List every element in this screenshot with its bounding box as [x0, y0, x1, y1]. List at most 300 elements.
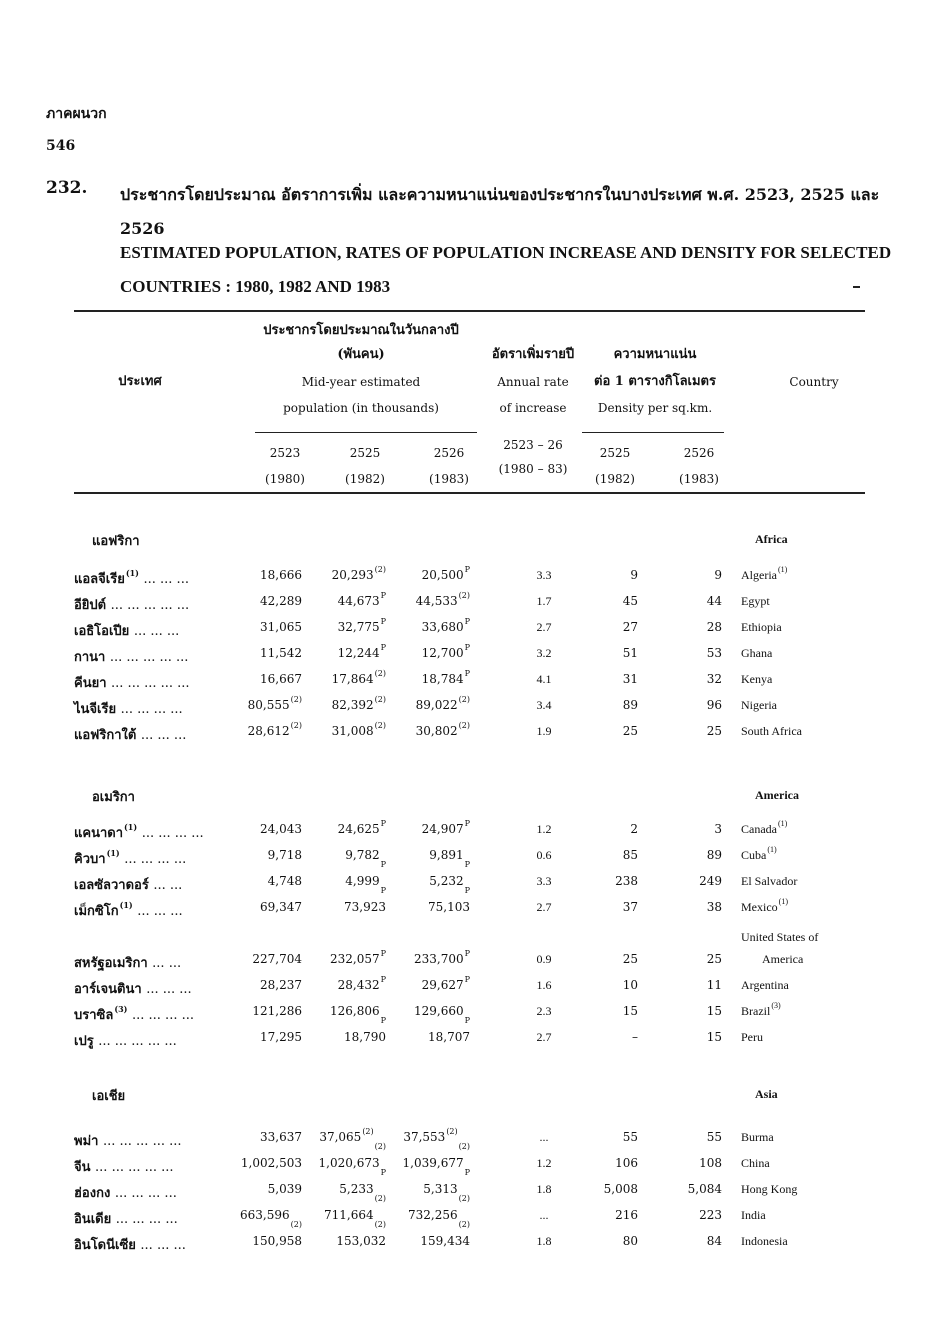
density-1983: 89: [706, 848, 722, 862]
country-thai-label: สหรัฐอเมริกา: [74, 956, 148, 971]
population-1982-value: 32,775: [337, 620, 380, 634]
col-header-year-1: 2523: [269, 446, 301, 460]
population-1980: [222, 978, 302, 992]
table-row: [0, 643, 941, 668]
country-english-label: Egypt: [741, 594, 770, 608]
footnote-marker: (2): [458, 591, 470, 600]
footnote-marker: P: [380, 819, 386, 828]
country-thai-label: อินเดีย: [74, 1212, 112, 1227]
country-thai-label: แคนาดา: [74, 826, 124, 841]
population-1983-value: 89,022: [415, 698, 458, 712]
population-1982: [304, 643, 386, 660]
population-1982-value: 5,233: [339, 1182, 374, 1196]
footnote-marker: (1): [119, 900, 133, 910]
footnote-marker: (2): [374, 565, 386, 574]
footnote-marker: (2): [374, 1142, 386, 1151]
population-1980: [222, 1208, 302, 1229]
leader-dots: ... ... ... ... ...: [95, 1160, 174, 1175]
density-1982: 31: [622, 672, 638, 686]
population-1982-value: 24,625: [337, 822, 380, 836]
country-name-english: [741, 724, 802, 739]
footnote-marker: P: [464, 1016, 470, 1025]
population-1983-value: 9,891: [429, 848, 464, 862]
country-thai-label: ไนจีเรีย: [74, 702, 117, 717]
population-1983: [390, 695, 470, 712]
country-thai-label: กานา: [74, 650, 106, 665]
table-row: [0, 617, 941, 642]
population-1982: [304, 1234, 386, 1248]
footnote-marker: P: [464, 819, 470, 828]
density-1982: 25: [622, 724, 638, 738]
density-1982: 238: [615, 874, 638, 888]
population-1983: [390, 669, 470, 686]
population-1983-value: 20,500: [421, 568, 464, 582]
table-row: [0, 1001, 941, 1026]
population-1983: [390, 721, 470, 738]
country-name-english: [741, 1234, 788, 1249]
density-1982: 25: [622, 952, 638, 966]
population-1983-value: 33,680: [421, 620, 464, 634]
footnote-marker: P: [380, 975, 386, 984]
population-1983: [390, 1127, 470, 1151]
footnote-marker: (1): [124, 822, 138, 832]
footnote-marker: P: [464, 617, 470, 626]
density-1983: 9: [714, 568, 722, 582]
population-1983-value: 75,103: [428, 900, 470, 914]
population-1983: [390, 874, 470, 895]
population-1983: [390, 1004, 470, 1025]
country-thai-label: แอลจีเรีย: [74, 572, 125, 587]
population-1982-value: 28,432: [337, 978, 380, 992]
country-name-english: [741, 874, 797, 889]
population-1983: [390, 1208, 470, 1229]
country-name-english: [741, 594, 770, 609]
country-thai-label: เอธิโอเปีย: [74, 624, 130, 639]
footnote-marker: (2): [362, 1127, 374, 1136]
leader-dots: ... ... ... ... ...: [111, 676, 190, 691]
leader-dots: ... ... ...: [140, 1238, 186, 1253]
footnote-marker: (2): [374, 721, 386, 730]
density-1982: 106: [615, 1156, 638, 1170]
annual-rate: 3.4: [536, 698, 552, 712]
population-1982: [304, 721, 386, 738]
population-1982-value: 232,057: [329, 952, 380, 966]
footnote-marker: P: [464, 860, 470, 869]
population-1982-value: 12,244: [337, 646, 380, 660]
country-name-thai: [74, 594, 189, 615]
population-1980: [222, 848, 302, 862]
density-1983: 108: [699, 1156, 722, 1170]
footnote-marker: (2): [458, 721, 470, 730]
country-english-label: Indonesia: [741, 1234, 788, 1248]
leader-dots: ... ... ... ... ...: [109, 650, 189, 665]
country-name-thai: [74, 1030, 177, 1051]
table-row: [0, 1208, 941, 1230]
col-header-rate-period-ce: (1980 – 83): [498, 462, 568, 476]
country-thai-label: บราซิล: [74, 1008, 114, 1023]
leader-dots: ... ... ... ...: [141, 826, 204, 841]
population-1983-value: 18,784: [421, 672, 464, 686]
density-1982: 89: [622, 698, 638, 712]
annual-rate: 1.7: [536, 594, 552, 608]
country-name-english: [741, 1001, 781, 1019]
population-1982-value: 31,008: [331, 724, 374, 738]
density-1983: 3: [714, 822, 722, 836]
density-1982: 45: [622, 594, 638, 608]
col-header-country-th: ประเทศ: [118, 374, 162, 389]
footnote-marker: P: [464, 949, 470, 958]
footnote-marker: P: [464, 565, 470, 574]
col-header-density-year-1-ce: (1982): [595, 472, 635, 486]
leader-dots: ... ... ... ...: [124, 852, 187, 867]
population-1982: [304, 591, 386, 608]
country-name-english: [741, 897, 788, 915]
population-1983-value: 5,313: [423, 1182, 458, 1196]
population-1980-value: 11,542: [260, 646, 302, 660]
country-name-english: [741, 1030, 763, 1045]
country-thai-label: ฮ่องกง: [74, 1186, 111, 1201]
country-english-label: El Salvador: [741, 874, 798, 888]
annual-rate: ...: [539, 1130, 549, 1144]
population-1980-value: 69,347: [260, 900, 302, 914]
col-header-pop-th1: ประชากรโดยประมาณในวันกลางปี: [263, 323, 459, 338]
density-1982: 216: [615, 1208, 638, 1222]
footnote-marker: P: [380, 949, 386, 958]
annual-rate: 0.6: [536, 848, 552, 862]
annual-rate: 2.3: [536, 1004, 552, 1018]
country-name-thai: [74, 952, 181, 973]
population-1983-value: 159,434: [420, 1234, 470, 1248]
population-1982: [304, 900, 386, 914]
us-country-line1: United States of: [741, 930, 819, 944]
country-name-thai: [74, 568, 189, 589]
table-title-thai: ประชากรโดยประมาณ อัตราการเพิ่ม และความหนาแน่นของประชากรในบางประเทศ พ.ศ. 2523, 2525 และ 2526: [120, 185, 880, 238]
table-number: 232.: [46, 178, 88, 198]
population-1983: [390, 565, 470, 582]
leader-dots: ... ...: [152, 956, 182, 971]
country-name-english: [741, 672, 772, 687]
leader-dots: ... ... ... ... ...: [98, 1034, 177, 1049]
country-english-label: Mexico: [741, 900, 778, 914]
section-heading-thai: อเมริกา: [92, 790, 135, 805]
population-1982: [304, 695, 386, 712]
table-row: [0, 874, 941, 896]
country-thai-label: เอลซัลวาดอร์: [74, 878, 149, 893]
density-1983: 11: [706, 978, 722, 992]
table-row: [0, 897, 941, 922]
table-row: [0, 845, 941, 870]
country-english-label: India: [741, 1208, 766, 1222]
density-1982: 9: [630, 568, 638, 582]
country-name-english: [741, 565, 788, 583]
population-1982-value: 20,293: [331, 568, 374, 582]
col-header-rate-period: 2523 – 26: [503, 438, 563, 452]
density-1982: 80: [622, 1234, 638, 1248]
density-1983: 25: [706, 724, 722, 738]
density-1982: 27: [622, 620, 638, 634]
section-heading-english: America: [755, 788, 799, 802]
population-1982: [304, 1030, 386, 1044]
population-1980-value: 18,666: [260, 568, 302, 582]
population-1980-value: 4,748: [267, 874, 302, 888]
footnote-marker: P: [464, 643, 470, 652]
country-name-thai: [74, 698, 183, 719]
col-header-year-2-ce: (1982): [345, 472, 385, 486]
table-row: [0, 949, 941, 974]
population-1982: [304, 848, 386, 869]
footnote-marker: (2): [374, 669, 386, 678]
density-1983: 38: [706, 900, 722, 914]
col-header-year-1-ce: (1980): [265, 472, 305, 486]
footnote-marker: P: [464, 1168, 470, 1177]
col-header-country-en: Country: [789, 375, 839, 389]
density-1982: 10: [622, 978, 638, 992]
population-1980-value: 80,555: [247, 698, 290, 712]
leader-dots: ... ... ...: [140, 728, 187, 743]
country-thai-label: คิวบา: [74, 852, 106, 867]
population-1980-value: 16,667: [260, 672, 302, 686]
leader-dots: ... ... ... ...: [114, 1186, 177, 1201]
density-1983: 28: [706, 620, 722, 634]
country-name-thai: [74, 646, 188, 667]
country-english-label: America: [762, 952, 804, 966]
population-1983: [390, 617, 470, 634]
population-1982-value: 37,065: [319, 1130, 362, 1144]
annual-rate: 1.8: [536, 1182, 552, 1196]
country-name-english: [741, 845, 777, 863]
country-name-thai: [74, 978, 192, 999]
population-1983: [390, 1182, 470, 1203]
country-english-label: Burma: [741, 1130, 774, 1144]
country-english-label: Cuba: [741, 848, 767, 862]
col-header-density-th2: ต่อ 1 ตารางกิโลเมตร: [594, 374, 716, 389]
leader-dots: ... ... ...: [143, 572, 189, 587]
leader-dots: ... ... ... ...: [132, 1008, 194, 1023]
country-english-label: Ghana: [741, 646, 773, 660]
population-1980: [222, 594, 302, 608]
leader-dots: ... ...: [153, 878, 183, 893]
population-1980: [222, 1234, 302, 1248]
col-header-pop-th2: (พันคน): [337, 347, 385, 362]
footnote-marker: P: [464, 975, 470, 984]
population-1982-value: 9,782: [345, 848, 380, 862]
leader-dots: ... ... ... ...: [115, 1212, 178, 1227]
table-row: [0, 1182, 941, 1204]
density-1983: 32: [706, 672, 722, 686]
population-1982-value: 18,790: [344, 1030, 386, 1044]
country-name-thai: [74, 1130, 182, 1151]
population-1983: [390, 949, 470, 966]
density-1982: 55: [622, 1130, 638, 1144]
section-heading-english: Africa: [755, 532, 788, 546]
footnote-marker: P: [380, 860, 386, 869]
population-1980: [222, 721, 302, 738]
col-header-pop-en1: Mid-year estimated: [301, 375, 421, 389]
density-1982: 37: [622, 900, 638, 914]
table-row: [0, 565, 941, 590]
population-1980: [222, 822, 302, 836]
country-thai-label: จีน: [74, 1160, 91, 1175]
country-english-label: Brazil: [741, 1004, 771, 1018]
density-1982: 5,008: [603, 1182, 638, 1196]
annual-rate: 1.8: [536, 1234, 552, 1248]
population-1980: [222, 1130, 302, 1144]
top-rule: [74, 310, 865, 312]
population-1982: [304, 1127, 386, 1151]
population-1983-value: 37,553: [403, 1130, 446, 1144]
density-1983: 5,084: [687, 1182, 722, 1196]
annual-rate: 2.7: [536, 1030, 552, 1044]
footnote-marker: (2): [290, 695, 302, 704]
section-heading-thai: แอฟริกา: [92, 534, 140, 549]
population-1983-value: 1,039,677: [402, 1156, 464, 1170]
footnote-marker: (1): [777, 819, 788, 828]
leader-dots: ... ... ... ...: [120, 702, 183, 717]
country-name-thai: [74, 724, 186, 745]
footnote-marker: (2): [458, 1220, 470, 1229]
annual-rate: 1.2: [536, 1156, 552, 1170]
footnote-marker: (2): [458, 1142, 470, 1151]
country-thai-label: อาร์เจนตินา: [74, 982, 142, 997]
country-name-thai: [74, 1156, 174, 1177]
col-header-rate-th: อัตราเพิ่มรายปี: [491, 347, 575, 362]
country-english-label: Peru: [741, 1030, 763, 1044]
footnote-marker: P: [380, 886, 386, 895]
table-row: [0, 669, 941, 694]
population-1982: [304, 949, 386, 966]
footnote-marker: P: [380, 643, 386, 652]
table-row: [0, 975, 941, 1000]
country-name-thai: [74, 1182, 177, 1203]
country-name-thai: [74, 672, 190, 693]
country-name-english: [741, 978, 789, 993]
annual-rate: 0.9: [536, 952, 552, 966]
footnote-marker: (2): [374, 695, 386, 704]
population-1983-value: 12,700: [421, 646, 464, 660]
population-1983-value: 24,907: [421, 822, 464, 836]
footnote-marker: (2): [458, 1194, 470, 1203]
population-1983: [390, 1234, 470, 1248]
population-1983-value: 30,802: [415, 724, 458, 738]
country-english-label: Hong Kong: [741, 1182, 798, 1196]
population-1982: [304, 874, 386, 895]
country-thai-label: แอฟริกาใต้: [74, 728, 137, 743]
country-name-english: [762, 952, 803, 967]
table-row: [0, 1234, 941, 1256]
country-thai-label: อินโดนีเซีย: [74, 1238, 136, 1253]
population-1982-value: 4,999: [345, 874, 380, 888]
annual-rate: 4.1: [536, 672, 552, 686]
col-header-rate-en2: of increase: [499, 401, 567, 415]
col-header-density-year-1: 2525: [599, 446, 631, 460]
country-english-label: Algeria: [741, 568, 777, 582]
table-row: [0, 1156, 941, 1178]
population-1980: [222, 874, 302, 888]
population-1980: [222, 1030, 302, 1044]
population-1980-value: 150,958: [252, 1234, 302, 1248]
population-1980: [222, 952, 302, 966]
table-row: [0, 695, 941, 720]
col-header-density-year-2: 2526: [683, 446, 715, 460]
footnote-marker: P: [464, 886, 470, 895]
population-1980-value: 17,295: [260, 1030, 302, 1044]
population-1983: [390, 900, 470, 914]
density-1983: 15: [706, 1004, 722, 1018]
population-1980-value: 33,637: [260, 1130, 302, 1144]
country-english-label: Canada: [741, 822, 777, 836]
population-1980: [222, 1004, 302, 1018]
population-1982-value: 17,864: [331, 672, 374, 686]
population-1982: [304, 1182, 386, 1203]
density-1982: 15: [622, 1004, 638, 1018]
density-subheader-rule: [582, 432, 724, 433]
population-1980-value: 24,043: [260, 822, 302, 836]
population-1980: [222, 1156, 302, 1170]
annual-rate: 1.9: [536, 724, 552, 738]
footnote-marker: (1): [106, 848, 120, 858]
population-1982: [304, 1156, 386, 1177]
country-name-thai: [74, 1234, 186, 1255]
population-1982: [304, 565, 386, 582]
population-1980-value: 42,289: [260, 594, 302, 608]
country-name-english: [741, 1208, 766, 1223]
annual-rate: 2.7: [536, 900, 552, 914]
population-1983: [390, 975, 470, 992]
footnote-marker: (2): [374, 1220, 386, 1229]
population-1983: [390, 1030, 470, 1044]
annual-rate: 2.7: [536, 620, 552, 634]
population-1980-value: 121,286: [252, 1004, 302, 1018]
header-bottom-rule: [74, 492, 865, 494]
population-1980: [222, 1182, 302, 1196]
country-english-label: Argentina: [741, 978, 789, 992]
country-english-label: Kenya: [741, 672, 773, 686]
population-1982-value: 44,673: [337, 594, 380, 608]
population-1983-value: 129,660: [413, 1004, 464, 1018]
col-header-year-3: 2526: [433, 446, 465, 460]
population-1983-value: 233,700: [413, 952, 464, 966]
footnote-marker: P: [464, 669, 470, 678]
population-1983: [390, 643, 470, 660]
stray-mark: [853, 286, 860, 288]
population-1983: [390, 591, 470, 608]
population-1983-value: 44,533: [415, 594, 458, 608]
country-thai-label: พม่า: [74, 1134, 99, 1149]
col-header-rate-en1: Annual rate: [497, 375, 569, 389]
population-1980: [222, 620, 302, 634]
col-header-year-2: 2525: [349, 446, 381, 460]
country-name-english: [741, 1182, 797, 1197]
col-header-density-th1: ความหนาแน่น: [613, 347, 697, 362]
leader-dots: ... ... ... ... ...: [110, 598, 190, 613]
col-header-density-year-2-ce: (1983): [679, 472, 719, 486]
density-1983: 44: [706, 594, 722, 608]
country-name-english: [741, 1130, 774, 1145]
footnote-marker: (2): [290, 721, 302, 730]
footnote-marker: (1): [778, 897, 788, 906]
table-row: [0, 1127, 941, 1152]
population-1982-value: 711,664: [324, 1208, 374, 1222]
footnote-marker: P: [380, 617, 386, 626]
population-1982-value: 126,806: [329, 1004, 380, 1018]
country-english-label: Ethiopia: [741, 620, 782, 634]
table-title-english: ESTIMATED POPULATION, RATES OF POPULATION INCREASE AND DENSITY FOR SELECTED COUNTRIES : 1980, 1982 AND 1983: [120, 243, 892, 296]
population-1982-value: 153,032: [336, 1234, 386, 1248]
footnote-marker: (2): [374, 1194, 386, 1203]
population-1983-value: 732,256: [408, 1208, 458, 1222]
footnote-marker: P: [380, 1168, 386, 1177]
footnote-marker: (2): [446, 1127, 458, 1136]
